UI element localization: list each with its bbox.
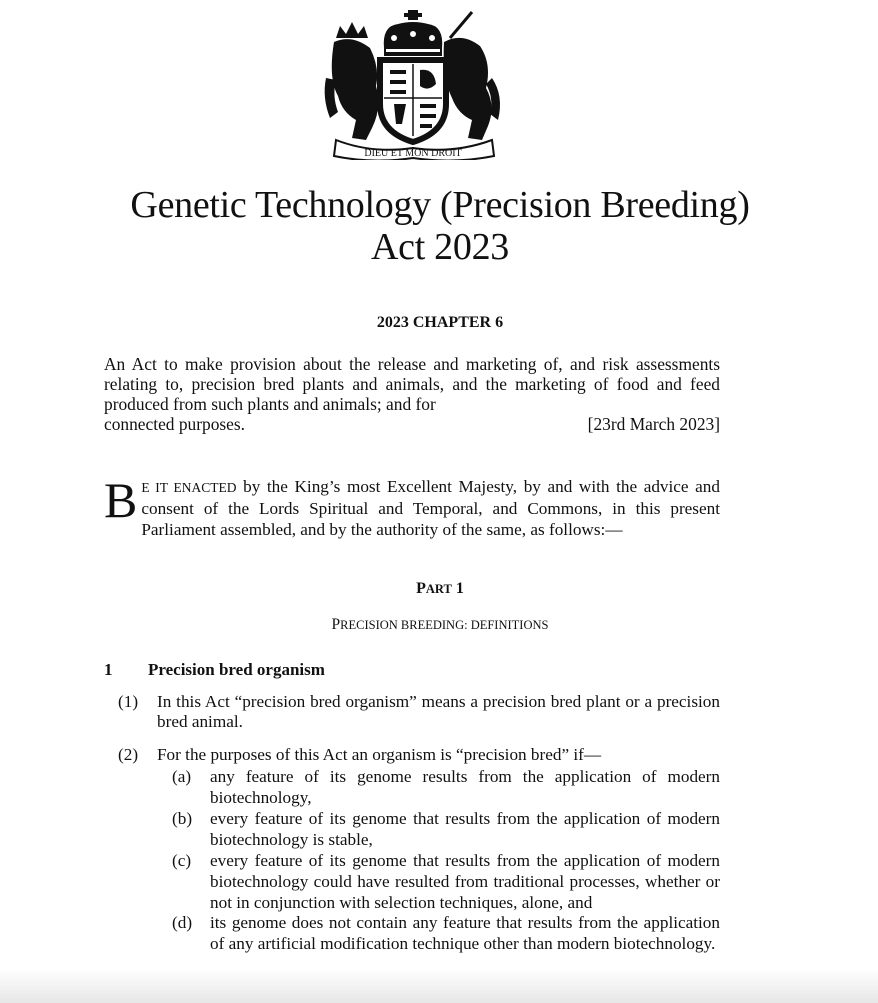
bottom-shadow bbox=[0, 969, 878, 1003]
enacting-formula bbox=[104, 472, 720, 540]
act-title bbox=[60, 184, 820, 268]
paragraph-label: (c) bbox=[172, 851, 192, 870]
chapter-number: 2023 CHAPTER 6 bbox=[376, 314, 504, 331]
subsection-label: (2) bbox=[118, 745, 139, 764]
subsection bbox=[118, 745, 720, 765]
paragraph bbox=[172, 913, 720, 955]
paragraph-text: any feature of its genome results from the application of modern biotechnology, bbox=[210, 767, 720, 807]
paragraph bbox=[172, 851, 720, 913]
paragraph-label: (b) bbox=[172, 809, 193, 828]
paragraph-label: (a) bbox=[172, 767, 192, 786]
paragraph-label: (d) bbox=[172, 913, 193, 932]
paragraph bbox=[172, 809, 720, 851]
act-title-line-2: Act 2023 bbox=[371, 226, 509, 268]
section-title: Precision bred organism bbox=[148, 660, 325, 679]
paragraph-text: its genome does not contain any feature that results from the application of any artificial modification technique other than modern biotechnology. bbox=[210, 913, 720, 953]
paragraph-text: every feature of its genome that results from the application of modern biotechnology is stable, bbox=[210, 809, 720, 849]
long-title-text: An Act to make provision about the release and marketing of, and risk assessments relating to, precision bred plants and animals, and the marketing of food and feed produced from such plants and animals; and for bbox=[104, 354, 720, 414]
part-subtitle-rest: RECISION BREEDING: DEFINITIONS bbox=[340, 618, 549, 632]
drop-cap: B bbox=[104, 472, 138, 528]
subsection bbox=[118, 692, 720, 732]
enacting-text: by the King’s most Excellent Majesty, by and with the advice and consent of the Lords Spiritual and Temporal, and Commons, in this present Parliament assembled, and by the authority of the same, as follows:— bbox=[141, 477, 720, 539]
svg-text:DIEU ET MON DROIT: DIEU ET MON DROIT bbox=[364, 148, 462, 159]
section-heading bbox=[104, 660, 325, 680]
subsection-text: For the purposes of this Act an organism is “precision bred” if— bbox=[157, 745, 602, 764]
part-heading-rest: ART bbox=[425, 582, 452, 596]
enacting-smallcaps: E IT ENACTED bbox=[141, 480, 237, 495]
subsection-label: (1) bbox=[118, 692, 139, 711]
section-number: 1 bbox=[104, 660, 113, 679]
paragraph bbox=[172, 767, 720, 809]
paragraph-text: every feature of its genome that results from the application of modern biotechnology could have resulted from traditional processes, whether or not in conjunction with selection techniques, alone, and bbox=[210, 851, 720, 912]
subsection-text: In this Act “precision bred organism” means a precision bred plant or a precision bred animal. bbox=[157, 692, 720, 731]
royal-coat-of-arms-logo bbox=[322, 8, 504, 160]
long-title bbox=[104, 354, 720, 434]
part-heading bbox=[60, 580, 820, 598]
part-number: 1 bbox=[451, 580, 464, 597]
long-title-end: connected purposes. bbox=[104, 414, 246, 434]
part-subtitle-initial: P bbox=[331, 616, 341, 633]
part-subtitle bbox=[60, 616, 820, 634]
royal-assent-date: [23rd March 2023] bbox=[587, 414, 720, 434]
act-title-line-1: Genetic Technology (Precision Breeding) bbox=[130, 184, 750, 226]
part-heading-initial: P bbox=[416, 580, 426, 597]
